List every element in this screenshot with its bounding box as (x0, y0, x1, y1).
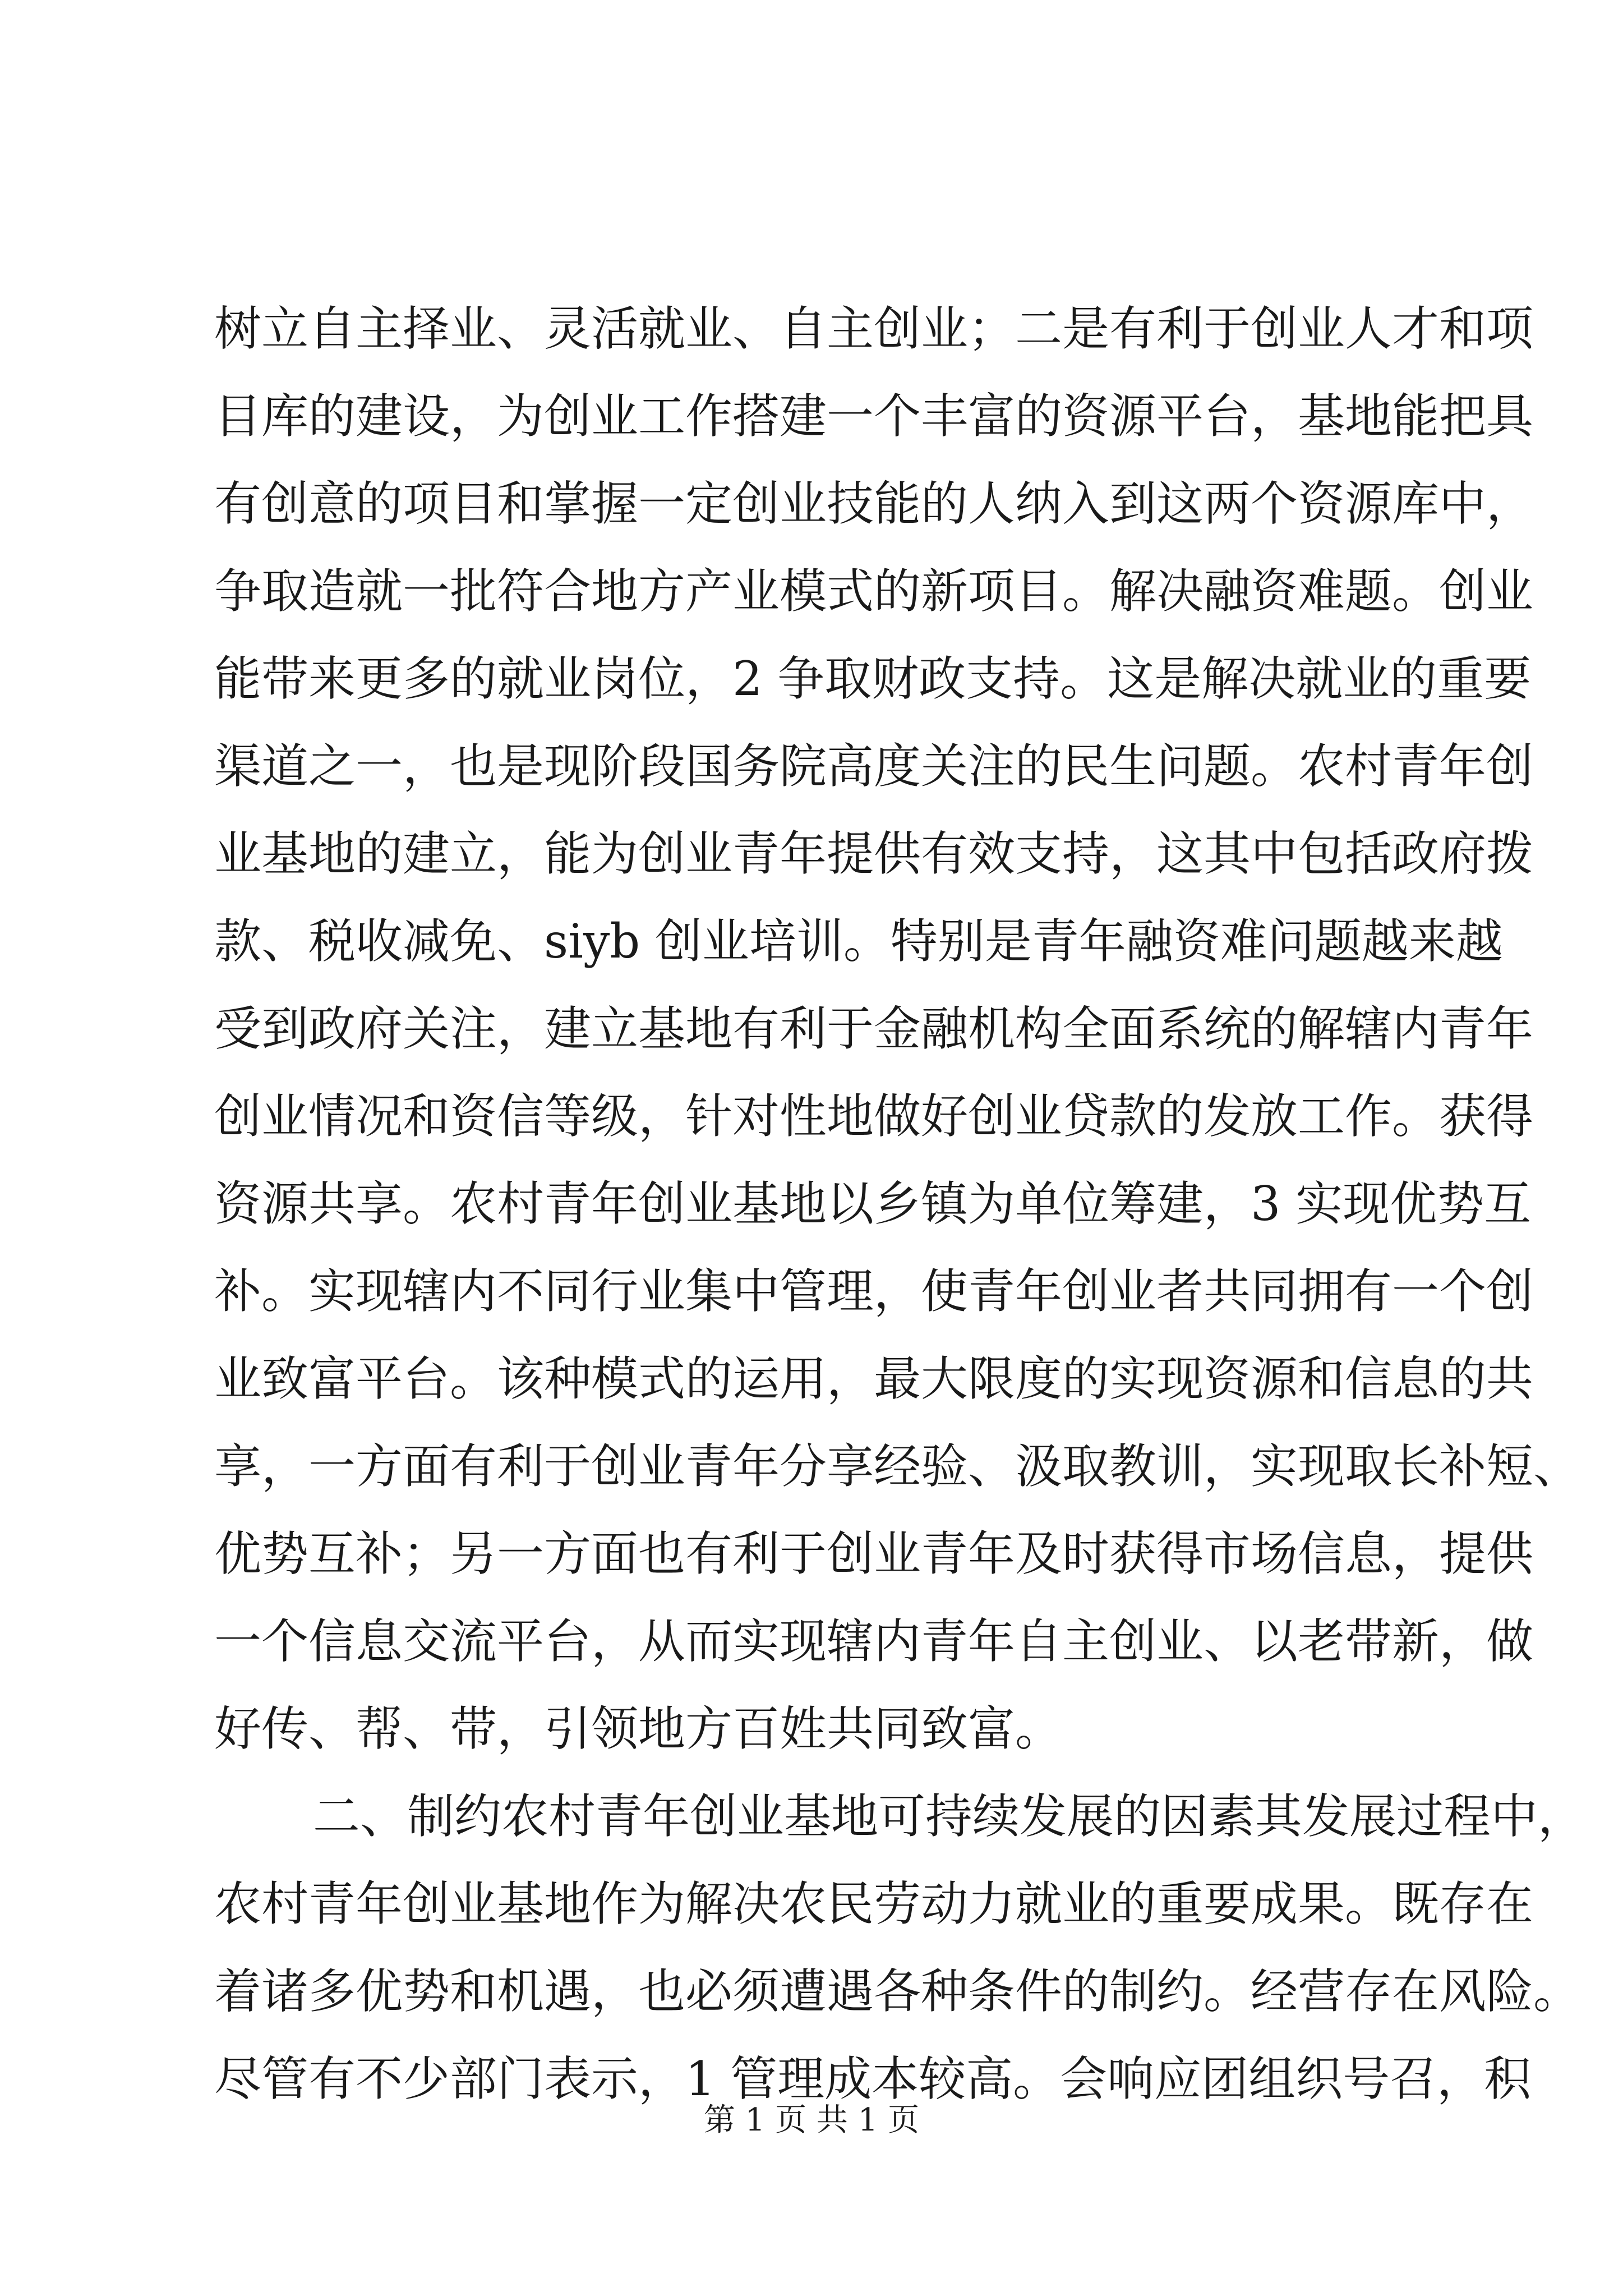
text-line: 业基地的建立，能为创业青年提供有效支持，这其中包括政府拨 (214, 826, 1534, 881)
text-line-paragraph-end: 好传、帮、带，引领地方百姓共同致富。 (214, 1701, 1063, 1756)
text-line: 树立自主择业、灵活就业、自主创业；二是有利于创业人才和项 (214, 301, 1534, 356)
text-line: 资源共享。农村青年创业基地以乡镇为单位筹建，3 实现优势互 (214, 1176, 1532, 1231)
text-line: 争取造就一批符合地方产业模式的新项目。解决融资难题。创业 (214, 564, 1534, 619)
text-line: 一个信息交流平台，从而实现辖内青年自主创业、以老带新，做 (214, 1614, 1534, 1669)
text-line: 渠道之一，也是现阶段国务院高度关注的民生问题。农村青年创 (214, 739, 1534, 794)
text-line: 尽管有不少部门表示，1 管理成本较高。会响应团组织号召，积 (214, 2051, 1532, 2106)
body-text (214, 285, 1585, 2123)
text-line: 农村青年创业基地作为解决农民劳动力就业的重要成果。既存在 (214, 1876, 1534, 1931)
text-line: 款、税收减免、siyb 创业培训。特别是青年融资难问题越来越 (214, 914, 1503, 969)
text-line: 补。实现辖内不同行业集中管理，使青年创业者共同拥有一个创 (214, 1264, 1534, 1319)
text-line: 优势互补；另一方面也有利于创业青年及时获得市场信息，提供 (214, 1526, 1534, 1581)
text-line: 享，一方面有利于创业青年分享经验、汲取教训，实现取长补短、 (214, 1439, 1581, 1494)
text-line-section-heading: 二、制约农村青年创业基地可持续发展的因素其发展过程中， (313, 1789, 1585, 1844)
text-line: 目库的建设，为创业工作搭建一个丰富的资源平台，基地能把具 (214, 389, 1534, 444)
text-line: 受到政府关注，建立基地有利于金融机构全面系统的解辖内青年 (214, 1001, 1534, 1056)
text-line: 有创意的项目和掌握一定创业技能的人纳入到这两个资源库中， (214, 476, 1534, 531)
page-footer (0, 2098, 1623, 2143)
text-line: 创业情况和资信等级，针对性地做好创业贷款的发放工作。获得 (214, 1089, 1534, 1144)
text-line: 着诸多优势和机遇，也必须遭遇各种条件的制约。经营存在风险。 (214, 1964, 1581, 2019)
page-number-label: 第 1 页 共 1 页 (703, 2102, 920, 2138)
text-line: 业致富平台。该种模式的运用，最大限度的实现资源和信息的共 (214, 1351, 1534, 1406)
text-line: 能带来更多的就业岗位，2 争取财政支持。这是解决就业的重要 (214, 651, 1532, 706)
